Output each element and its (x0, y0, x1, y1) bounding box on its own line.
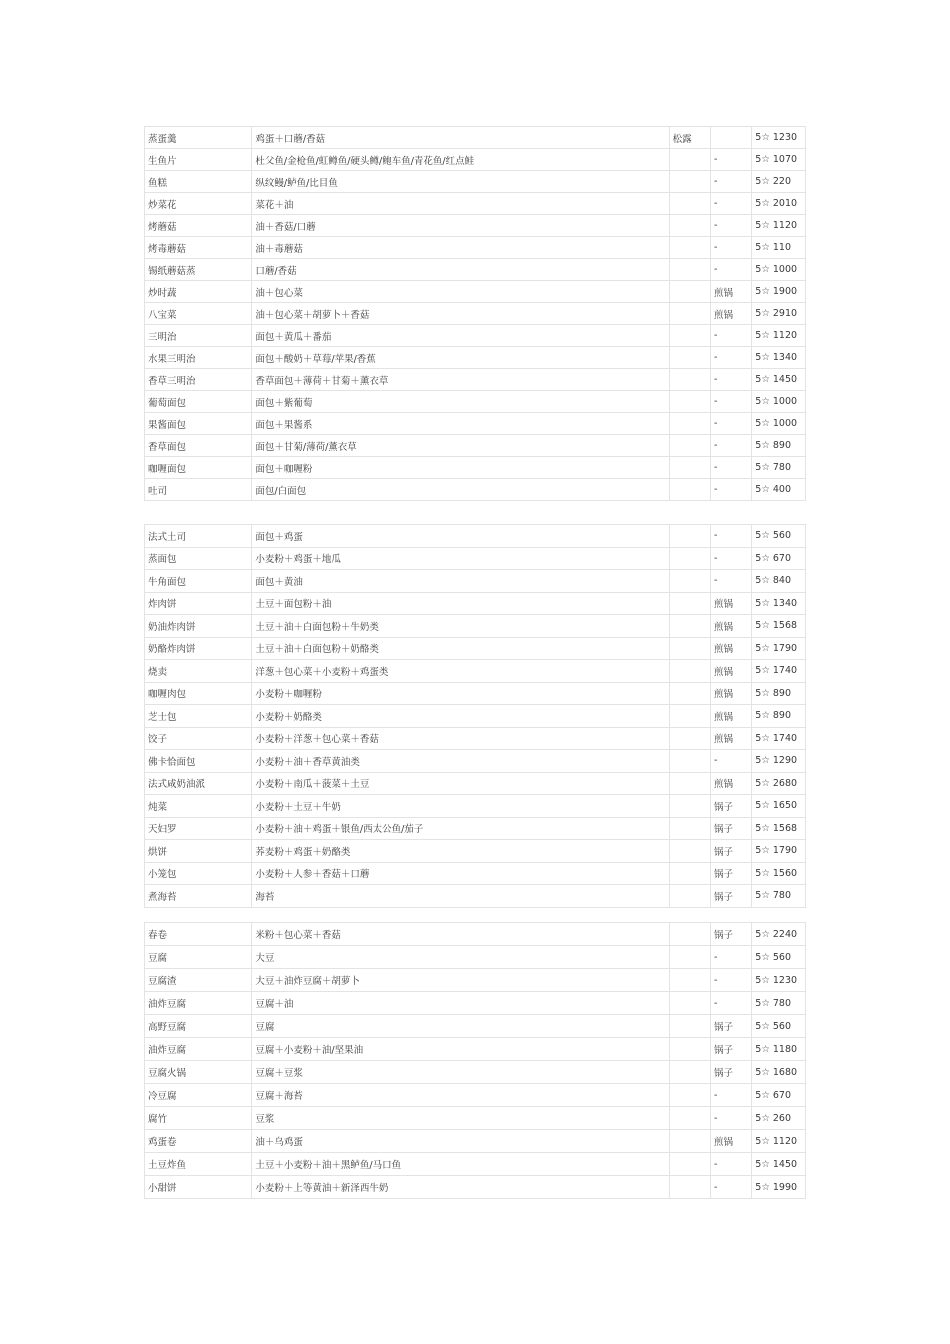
table-row (145, 992, 806, 1015)
extra-ingredient-cell (669, 435, 710, 457)
dish-name-cell: 冷豆腐 (145, 1084, 252, 1107)
price-cell: 5☆ 1120 (752, 325, 806, 347)
dish-name-cell: 法式土司 (145, 525, 252, 548)
price-cell: 5☆ 2010 (752, 193, 806, 215)
price-cell: 5☆ 400 (752, 479, 806, 501)
ingredients-cell: 小麦粉＋咖喱粉 (252, 682, 669, 705)
extra-ingredient-cell: 松露 (669, 127, 710, 149)
ingredients-cell: 土豆＋面包粉＋油 (252, 592, 669, 615)
dish-name-cell: 八宝菜 (145, 303, 252, 325)
extra-ingredient-cell (669, 1130, 710, 1153)
price-cell: 5☆ 780 (752, 885, 806, 908)
dish-name-cell: 咖喱肉包 (145, 682, 252, 705)
price-cell: 5☆ 1740 (752, 660, 806, 683)
extra-ingredient-cell (669, 660, 710, 683)
extra-ingredient-cell (669, 457, 710, 479)
dish-name-cell: 豆腐 (145, 946, 252, 969)
ingredients-cell: 土豆＋油＋白面包粉＋牛奶类 (252, 615, 669, 638)
price-cell: 5☆ 560 (752, 946, 806, 969)
ingredients-cell: 面包＋果酱系 (252, 413, 669, 435)
ingredients-cell: 面包＋咖喱粉 (252, 457, 669, 479)
dish-name-cell: 牛角面包 (145, 570, 252, 593)
recipe-table (144, 922, 806, 1199)
ingredients-cell: 香草面包＋薄荷＋甘菊＋薰衣草 (252, 369, 669, 391)
cookware-cell: 煎锅 (710, 615, 751, 638)
price-cell: 5☆ 780 (752, 992, 806, 1015)
ingredients-cell: 小麦粉＋洋葱＋包心菜＋香菇 (252, 727, 669, 750)
price-cell: 5☆ 1000 (752, 259, 806, 281)
cookware-cell: 煎锅 (710, 660, 751, 683)
price-cell: 5☆ 840 (752, 570, 806, 593)
cookware-cell: - (710, 946, 751, 969)
ingredients-cell: 面包/白面包 (252, 479, 669, 501)
table-row (145, 435, 806, 457)
extra-ingredient-cell (669, 237, 710, 259)
ingredients-cell: 油＋香菇/口蘑 (252, 215, 669, 237)
ingredients-cell: 洋葱＋包心菜＋小麦粉＋鸡蛋类 (252, 660, 669, 683)
extra-ingredient-cell (669, 923, 710, 946)
extra-ingredient-cell (669, 592, 710, 615)
price-cell: 5☆ 670 (752, 1084, 806, 1107)
price-cell: 5☆ 1120 (752, 1130, 806, 1153)
ingredients-cell: 豆腐＋海苔 (252, 1084, 669, 1107)
extra-ingredient-cell (669, 1153, 710, 1176)
price-cell: 5☆ 890 (752, 705, 806, 728)
table-row (145, 570, 806, 593)
extra-ingredient-cell (669, 992, 710, 1015)
price-cell: 5☆ 560 (752, 525, 806, 548)
dish-name-cell: 生鱼片 (145, 149, 252, 171)
ingredients-cell: 小麦粉＋土豆＋牛奶 (252, 795, 669, 818)
table-row (145, 1015, 806, 1038)
extra-ingredient-cell (669, 750, 710, 773)
dish-name-cell: 鸡蛋卷 (145, 1130, 252, 1153)
cookware-cell: - (710, 193, 751, 215)
table-row (145, 149, 806, 171)
dish-name-cell: 香草面包 (145, 435, 252, 457)
price-cell: 5☆ 1120 (752, 215, 806, 237)
price-cell: 5☆ 1230 (752, 127, 806, 149)
extra-ingredient-cell (669, 682, 710, 705)
dish-name-cell: 炸肉饼 (145, 592, 252, 615)
dish-name-cell: 葡萄面包 (145, 391, 252, 413)
extra-ingredient-cell (669, 391, 710, 413)
recipe-table-body (145, 923, 806, 1199)
dish-name-cell: 芝士包 (145, 705, 252, 728)
cookware-cell: - (710, 479, 751, 501)
extra-ingredient-cell (669, 705, 710, 728)
extra-ingredient-cell (669, 413, 710, 435)
table-row (145, 946, 806, 969)
cookware-cell: - (710, 969, 751, 992)
table-row (145, 682, 806, 705)
dish-name-cell: 三明治 (145, 325, 252, 347)
cookware-cell: 煎锅 (710, 727, 751, 750)
cookware-cell: 锅子 (710, 862, 751, 885)
table-row (145, 1107, 806, 1130)
price-cell: 5☆ 1740 (752, 727, 806, 750)
ingredients-cell: 豆腐＋小麦粉＋油/坚果油 (252, 1038, 669, 1061)
extra-ingredient-cell (669, 1176, 710, 1199)
cookware-cell: - (710, 413, 751, 435)
table-row (145, 750, 806, 773)
table-row (145, 457, 806, 479)
table-row (145, 727, 806, 750)
extra-ingredient-cell (669, 149, 710, 171)
dish-name-cell: 炒菜花 (145, 193, 252, 215)
dish-name-cell: 天妇罗 (145, 817, 252, 840)
table-row (145, 525, 806, 548)
ingredients-cell: 面包＋鸡蛋 (252, 525, 669, 548)
dish-name-cell: 煮海苔 (145, 885, 252, 908)
price-cell: 5☆ 1180 (752, 1038, 806, 1061)
price-cell: 5☆ 780 (752, 457, 806, 479)
dish-name-cell: 吐司 (145, 479, 252, 501)
extra-ingredient-cell (669, 772, 710, 795)
ingredients-cell: 油＋包心菜 (252, 281, 669, 303)
cookware-cell: - (710, 391, 751, 413)
price-cell: 5☆ 1340 (752, 592, 806, 615)
dish-name-cell: 烧卖 (145, 660, 252, 683)
table-row (145, 413, 806, 435)
extra-ingredient-cell (669, 325, 710, 347)
price-cell: 5☆ 1990 (752, 1176, 806, 1199)
cookware-cell: 煎锅 (710, 592, 751, 615)
dish-name-cell: 佛卡恰面包 (145, 750, 252, 773)
extra-ingredient-cell (669, 946, 710, 969)
dish-name-cell: 咖喱面包 (145, 457, 252, 479)
extra-ingredient-cell (669, 547, 710, 570)
table-row (145, 171, 806, 193)
cookware-cell: - (710, 1107, 751, 1130)
extra-ingredient-cell (669, 193, 710, 215)
price-cell: 5☆ 1680 (752, 1061, 806, 1084)
cookware-cell: - (710, 1176, 751, 1199)
cookware-cell: - (710, 325, 751, 347)
table-row (145, 325, 806, 347)
price-cell: 5☆ 220 (752, 171, 806, 193)
dish-name-cell: 烤蘑菇 (145, 215, 252, 237)
price-cell: 5☆ 1340 (752, 347, 806, 369)
extra-ingredient-cell (669, 637, 710, 660)
dish-name-cell: 烤毒蘑菇 (145, 237, 252, 259)
ingredients-cell: 面包＋黄瓜＋番茄 (252, 325, 669, 347)
table-row (145, 193, 806, 215)
table-row (145, 347, 806, 369)
extra-ingredient-cell (669, 795, 710, 818)
dish-name-cell: 水果三明治 (145, 347, 252, 369)
table-row (145, 281, 806, 303)
cookware-cell: 锅子 (710, 795, 751, 818)
cookware-cell: 煎锅 (710, 772, 751, 795)
table-row (145, 1084, 806, 1107)
extra-ingredient-cell (669, 1107, 710, 1130)
cookware-cell: 煎锅 (710, 682, 751, 705)
table-row (145, 840, 806, 863)
cookware-cell: - (710, 525, 751, 548)
recipe-table (144, 524, 806, 908)
price-cell: 5☆ 1450 (752, 1153, 806, 1176)
extra-ingredient-cell (669, 259, 710, 281)
extra-ingredient-cell (669, 1015, 710, 1038)
cookware-cell: 煎锅 (710, 1130, 751, 1153)
table-row (145, 1176, 806, 1199)
price-cell: 5☆ 1290 (752, 750, 806, 773)
extra-ingredient-cell (669, 347, 710, 369)
cookware-cell: - (710, 1084, 751, 1107)
cookware-cell: 锅子 (710, 923, 751, 946)
dish-name-cell: 油炸豆腐 (145, 1038, 252, 1061)
extra-ingredient-cell (669, 303, 710, 325)
table-row (145, 772, 806, 795)
ingredients-cell: 纵纹鳗/鲈鱼/比目鱼 (252, 171, 669, 193)
extra-ingredient-cell (669, 171, 710, 193)
dish-name-cell: 腐竹 (145, 1107, 252, 1130)
table-row (145, 237, 806, 259)
ingredients-cell: 小麦粉＋油＋香草黄油类 (252, 750, 669, 773)
dish-name-cell: 蒸面包 (145, 547, 252, 570)
cookware-cell: 锅子 (710, 840, 751, 863)
price-cell: 5☆ 2240 (752, 923, 806, 946)
dish-name-cell: 锡纸蘑菇蒸 (145, 259, 252, 281)
table-row (145, 547, 806, 570)
dish-name-cell: 土豆炸鱼 (145, 1153, 252, 1176)
cookware-cell: - (710, 347, 751, 369)
cookware-cell: 锅子 (710, 1015, 751, 1038)
cookware-cell: 锅子 (710, 1061, 751, 1084)
table-row (145, 795, 806, 818)
cookware-cell: 锅子 (710, 817, 751, 840)
cookware-cell: 锅子 (710, 1038, 751, 1061)
ingredients-cell: 豆腐＋豆浆 (252, 1061, 669, 1084)
extra-ingredient-cell (669, 570, 710, 593)
price-cell: 5☆ 560 (752, 1015, 806, 1038)
ingredients-cell: 海苔 (252, 885, 669, 908)
ingredients-cell: 小麦粉＋奶酪类 (252, 705, 669, 728)
table-row (145, 615, 806, 638)
price-cell: 5☆ 1568 (752, 817, 806, 840)
ingredients-cell: 面包＋酸奶＋草莓/苹果/香蕉 (252, 347, 669, 369)
ingredients-cell: 鸡蛋＋口蘑/香菇 (252, 127, 669, 149)
extra-ingredient-cell (669, 615, 710, 638)
table-row (145, 479, 806, 501)
price-cell: 5☆ 1000 (752, 413, 806, 435)
ingredients-cell: 小麦粉＋南瓜＋菠菜＋土豆 (252, 772, 669, 795)
extra-ingredient-cell (669, 885, 710, 908)
ingredients-cell: 油＋毒蘑菇 (252, 237, 669, 259)
cookware-cell: - (710, 259, 751, 281)
table-row (145, 705, 806, 728)
extra-ingredient-cell (669, 479, 710, 501)
price-cell: 5☆ 670 (752, 547, 806, 570)
cookware-cell: - (710, 570, 751, 593)
table-row (145, 259, 806, 281)
ingredients-cell: 油＋乌鸡蛋 (252, 1130, 669, 1153)
table-row (145, 817, 806, 840)
price-cell: 5☆ 110 (752, 237, 806, 259)
ingredients-cell: 面包＋黄油 (252, 570, 669, 593)
ingredients-cell: 荞麦粉＋鸡蛋＋奶酪类 (252, 840, 669, 863)
cookware-cell: 煎锅 (710, 637, 751, 660)
ingredients-cell: 土豆＋油＋白面包粉＋奶酪类 (252, 637, 669, 660)
cookware-cell: - (710, 237, 751, 259)
table-row (145, 862, 806, 885)
dish-name-cell: 高野豆腐 (145, 1015, 252, 1038)
extra-ingredient-cell (669, 862, 710, 885)
table-row (145, 923, 806, 946)
table-row (145, 1153, 806, 1176)
ingredients-cell: 杜父鱼/金枪鱼/虹鳟鱼/硬头鳟/鲍车鱼/青花鱼/红点鲑 (252, 149, 669, 171)
recipe-table (144, 126, 806, 501)
extra-ingredient-cell (669, 281, 710, 303)
dish-name-cell: 小笼包 (145, 862, 252, 885)
dish-name-cell: 炒时蔬 (145, 281, 252, 303)
table-row (145, 303, 806, 325)
price-cell: 5☆ 1450 (752, 369, 806, 391)
dish-name-cell: 烘饼 (145, 840, 252, 863)
dish-name-cell: 奶油炸肉饼 (145, 615, 252, 638)
price-cell: 5☆ 1230 (752, 969, 806, 992)
extra-ingredient-cell (669, 1038, 710, 1061)
price-cell: 5☆ 2910 (752, 303, 806, 325)
table-row (145, 660, 806, 683)
price-cell: 5☆ 1070 (752, 149, 806, 171)
price-cell: 5☆ 890 (752, 682, 806, 705)
table-row (145, 1038, 806, 1061)
ingredients-cell: 小麦粉＋油＋鸡蛋＋银鱼/西太公鱼/茄子 (252, 817, 669, 840)
price-cell: 5☆ 260 (752, 1107, 806, 1130)
dish-name-cell: 果酱面包 (145, 413, 252, 435)
ingredients-cell: 土豆＋小麦粉＋油＋黑鲈鱼/马口鱼 (252, 1153, 669, 1176)
price-cell: 5☆ 1000 (752, 391, 806, 413)
ingredients-cell: 小麦粉＋鸡蛋＋地瓜 (252, 547, 669, 570)
ingredients-cell: 小麦粉＋上等黄油＋新泽西牛奶 (252, 1176, 669, 1199)
ingredients-cell: 豆腐 (252, 1015, 669, 1038)
price-cell: 5☆ 2680 (752, 772, 806, 795)
cookware-cell (710, 127, 751, 149)
table-row (145, 1130, 806, 1153)
dish-name-cell: 小甜饼 (145, 1176, 252, 1199)
cookware-cell: - (710, 750, 751, 773)
cookware-cell: - (710, 369, 751, 391)
table-row (145, 885, 806, 908)
ingredients-cell: 大豆 (252, 946, 669, 969)
cookware-cell: - (710, 171, 751, 193)
extra-ingredient-cell (669, 727, 710, 750)
cookware-cell: - (710, 215, 751, 237)
price-cell: 5☆ 1650 (752, 795, 806, 818)
cookware-cell: 煎锅 (710, 303, 751, 325)
table-row (145, 969, 806, 992)
table-row (145, 1061, 806, 1084)
price-cell: 5☆ 1560 (752, 862, 806, 885)
cookware-cell: - (710, 149, 751, 171)
price-cell: 5☆ 1790 (752, 840, 806, 863)
cookware-cell: - (710, 457, 751, 479)
extra-ingredient-cell (669, 1061, 710, 1084)
dish-name-cell: 蒸蛋羹 (145, 127, 252, 149)
extra-ingredient-cell (669, 840, 710, 863)
dish-name-cell: 鱼糕 (145, 171, 252, 193)
dish-name-cell: 油炸豆腐 (145, 992, 252, 1015)
ingredients-cell: 小麦粉＋人参＋香菇＋口蘑 (252, 862, 669, 885)
table-row (145, 369, 806, 391)
cookware-cell: - (710, 992, 751, 1015)
cookware-cell: - (710, 547, 751, 570)
ingredients-cell: 菜花＋油 (252, 193, 669, 215)
recipe-table-body (145, 525, 806, 908)
dish-name-cell: 炖菜 (145, 795, 252, 818)
price-cell: 5☆ 890 (752, 435, 806, 457)
ingredients-cell: 豆浆 (252, 1107, 669, 1130)
cookware-cell: 煎锅 (710, 705, 751, 728)
dish-name-cell: 香草三明治 (145, 369, 252, 391)
cookware-cell: 锅子 (710, 885, 751, 908)
table-row (145, 127, 806, 149)
cookware-cell: 煎锅 (710, 281, 751, 303)
price-cell: 5☆ 1790 (752, 637, 806, 660)
dish-name-cell: 法式咸奶油派 (145, 772, 252, 795)
table-row (145, 215, 806, 237)
ingredients-cell: 大豆＋油炸豆腐＋胡萝卜 (252, 969, 669, 992)
dish-name-cell: 春卷 (145, 923, 252, 946)
price-cell: 5☆ 1900 (752, 281, 806, 303)
ingredients-cell: 口蘑/香菇 (252, 259, 669, 281)
extra-ingredient-cell (669, 969, 710, 992)
dish-name-cell: 豆腐火锅 (145, 1061, 252, 1084)
table-row (145, 637, 806, 660)
table-row (145, 391, 806, 413)
ingredients-cell: 油＋包心菜＋胡萝卜＋香菇 (252, 303, 669, 325)
ingredients-cell: 面包＋甘菊/薄荷/薰衣草 (252, 435, 669, 457)
ingredients-cell: 豆腐＋油 (252, 992, 669, 1015)
ingredients-cell: 米粉＋包心菜＋香菇 (252, 923, 669, 946)
extra-ingredient-cell (669, 369, 710, 391)
recipe-table-body (145, 127, 806, 501)
dish-name-cell: 饺子 (145, 727, 252, 750)
extra-ingredient-cell (669, 817, 710, 840)
dish-name-cell: 豆腐渣 (145, 969, 252, 992)
cookware-cell: - (710, 1153, 751, 1176)
extra-ingredient-cell (669, 215, 710, 237)
price-cell: 5☆ 1568 (752, 615, 806, 638)
extra-ingredient-cell (669, 1084, 710, 1107)
dish-name-cell: 奶酪炸肉饼 (145, 637, 252, 660)
extra-ingredient-cell (669, 525, 710, 548)
cookware-cell: - (710, 435, 751, 457)
table-row (145, 592, 806, 615)
ingredients-cell: 面包＋紫葡萄 (252, 391, 669, 413)
